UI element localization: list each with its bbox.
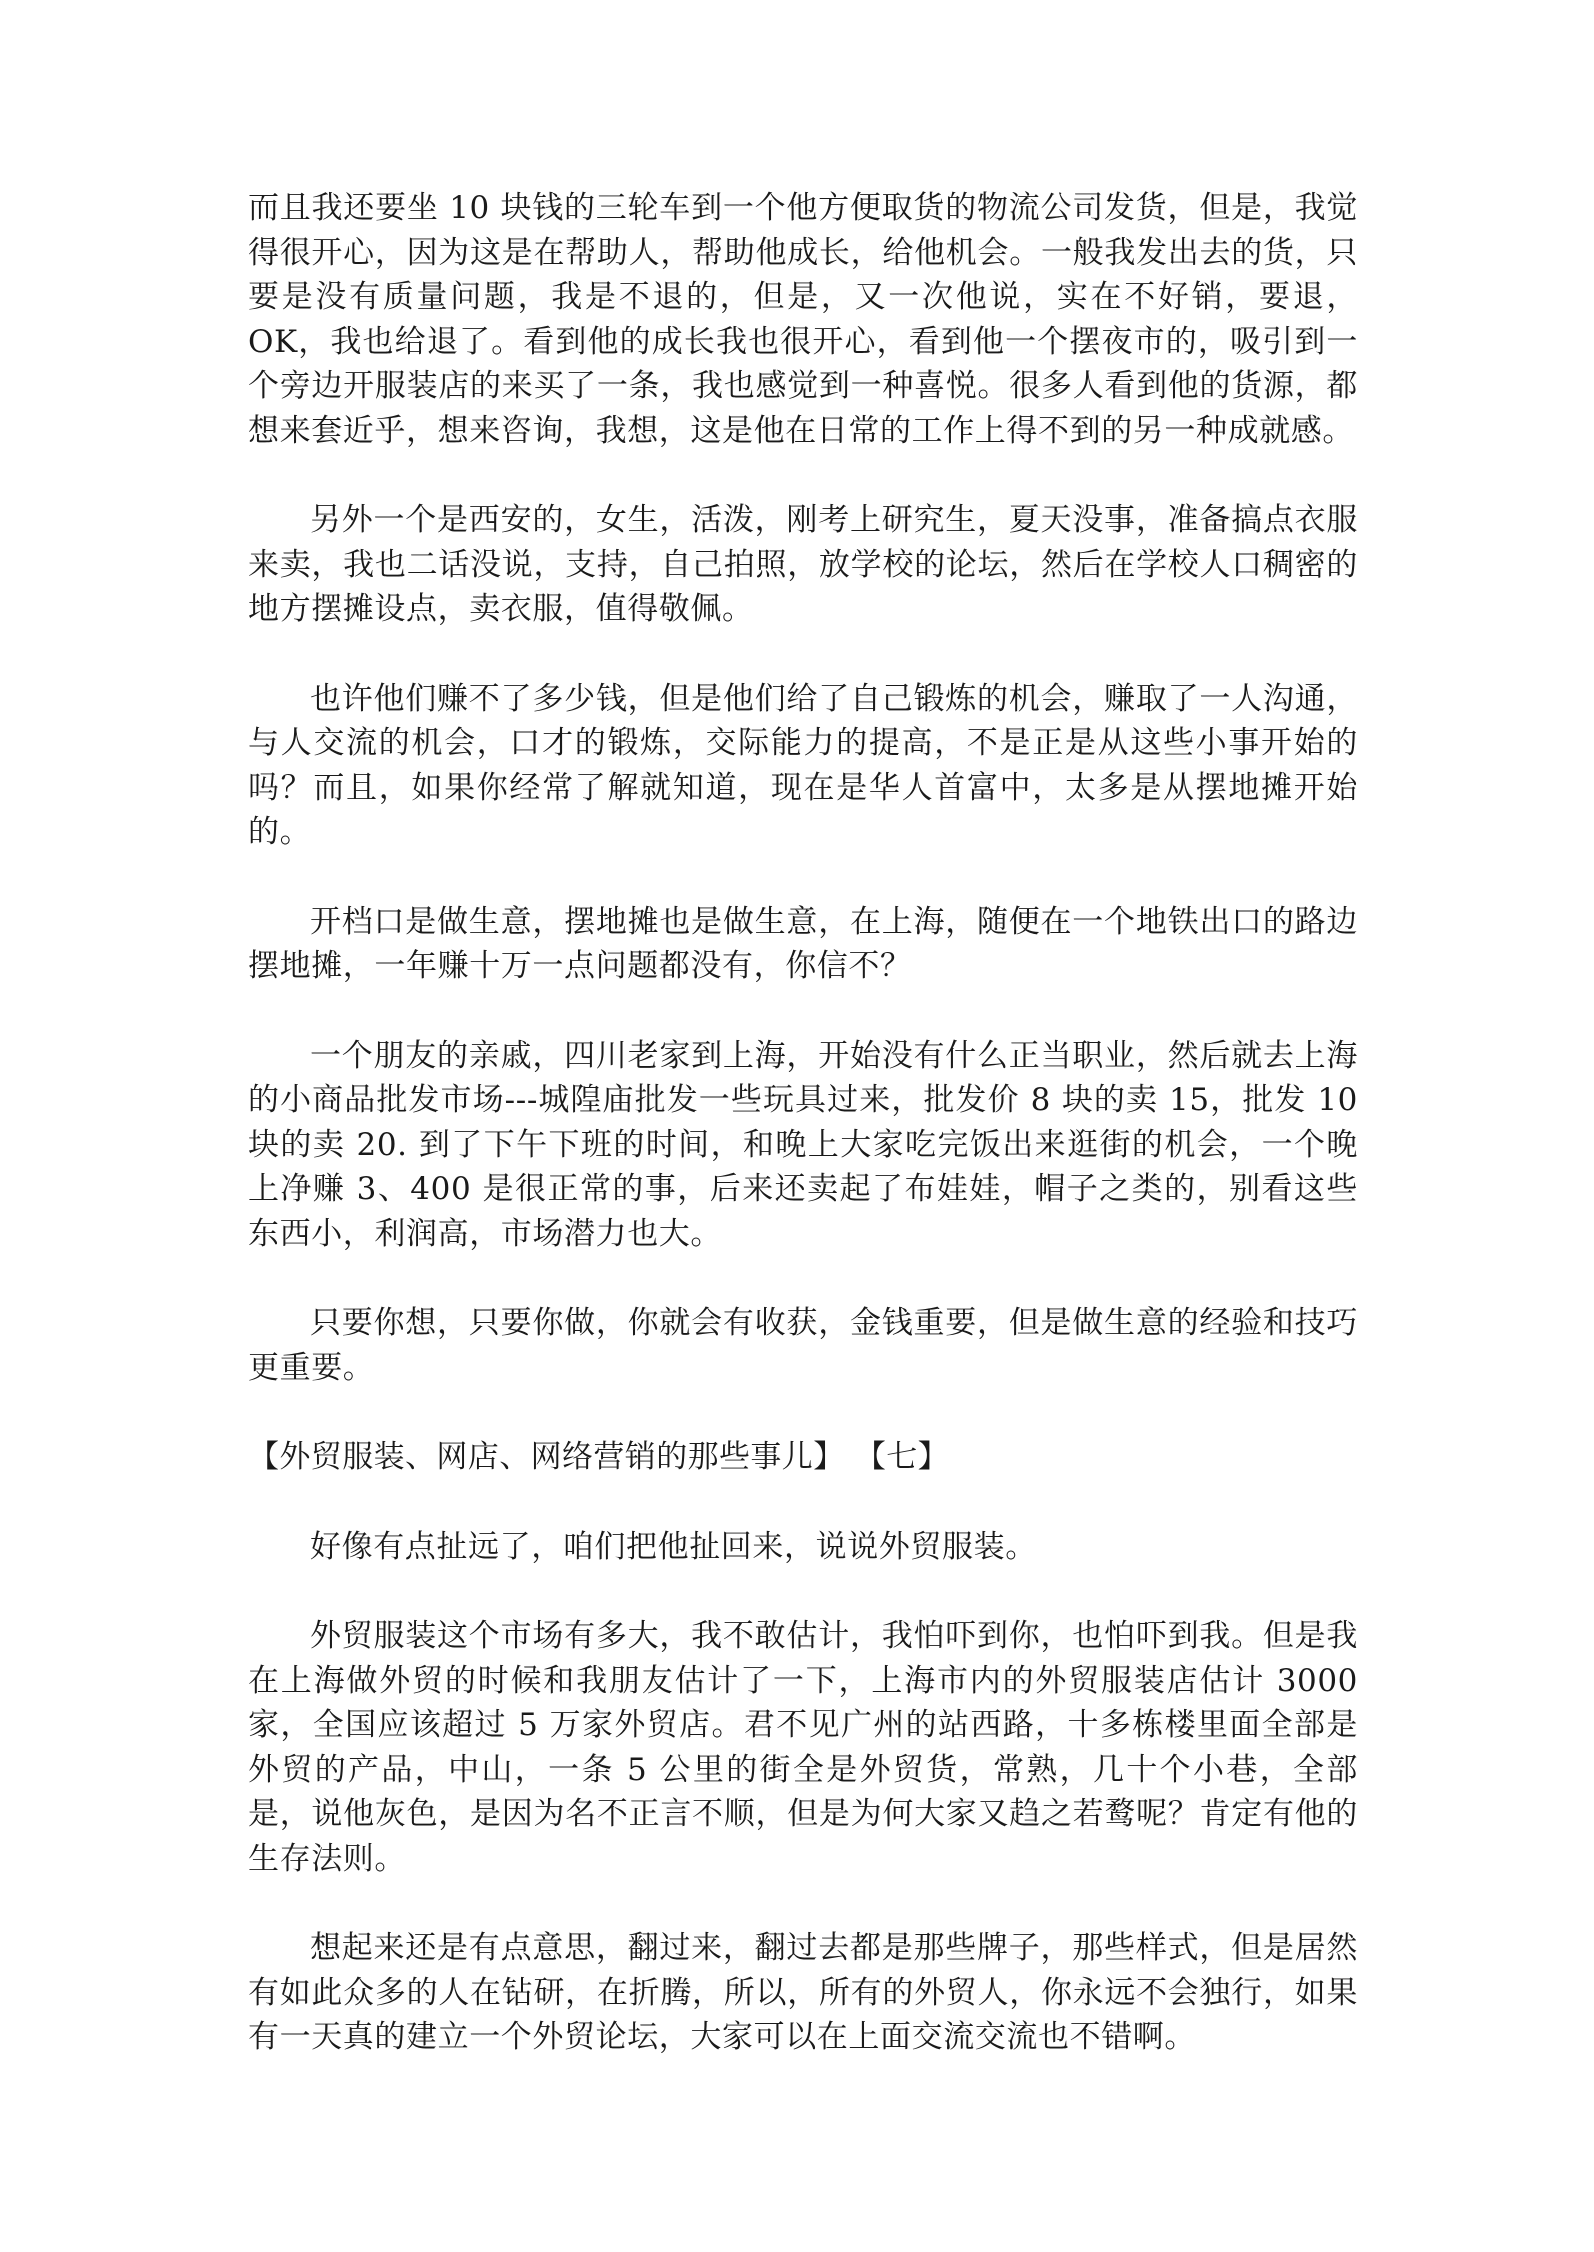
paragraph-1: 而且我还要坐 10 块钱的三轮车到一个他方便取货的物流公司发货，但是，我觉得很开心，因为这是在帮助人，帮助他成长，给他机会。一般我发出去的货，只要是没有质量问题，我是不退的，但是，又一次他说，实在不好销，要退，OK，我也给退了。看到他的成长我也很开心，看到他一个摆夜市的，吸引到一个旁边开服装店的来买了一条，我也感觉到一种喜悦。很多人看到他的货源，都想来套近乎，想来咨询，我想，这是他在日常的工作上得不到的另一种成就感。 <box>248 190 1358 449</box>
paragraph-7: 好像有点扯远了，咱们把他扯回来，说说外贸服装。 <box>310 1528 1037 1565</box>
paragraph-3: 也许他们赚不了多少钱，但是他们给了自己锻炼的机会，赚取了一人沟通，与人交流的机会，口才的锻炼，交际能力的提高，不是正是从这些小事开始的吗？而且，如果你经常了解就知道，现在是华人首富中，太多是从摆地摊开始的。 <box>248 680 1358 850</box>
paragraph-9: 想起来还是有点意思，翻过来，翻过去都是那些牌子，那些样式，但是居然有如此众多的人在钻研，在折腾，所以，所有的外贸人，你永远不会独行，如果有一天真的建立一个外贸论坛，大家可以在上面交流交流也不错啊。 <box>248 1930 1358 2055</box>
paragraph-5: 一个朋友的亲戚，四川老家到上海，开始没有什么正当职业，然后就去上海的小商品批发市场---城隍庙批发一些玩具过来，批发价 8 块的卖 15，批发 10 块的卖 20. 到了下午下班的时间，和晚上大家吃完饭出来逛街的机会，一个晚上净赚 3、400 是很正常的事，后来还卖起了布娃娃，帽子之类的，别看这些东西小，利润高，市场潜力也大。 <box>248 1037 1358 1252</box>
paragraph-2: 另外一个是西安的，女生，活泼，刚考上研究生，夏天没事，准备搞点衣服来卖，我也二话没说，支持，自己拍照，放学校的论坛，然后在学校人口稠密的地方摆摊设点，卖衣服，值得敬佩。 <box>248 502 1358 627</box>
paragraph-8: 外贸服装这个市场有多大，我不敢估计，我怕吓到你，也怕吓到我。但是我在上海做外贸的时候和我朋友估计了一下，上海市内的外贸服装店估计 3000 家，全国应该超过 5 万家外贸店。君不见广州的站西路，十多栋楼里面全部是外贸的产品，中山，一条 5 公里的街全是外贸货，常熟，几十个小巷，全部是，说他灰色，是因为名不正言不顺，但是为何大家又趋之若鹜呢？肯定有他的生存法则。 <box>248 1618 1358 1877</box>
paragraph-6: 只要你想，只要你做，你就会有收获，金钱重要，但是做生意的经验和技巧更重要。 <box>248 1305 1358 1386</box>
document-body <box>248 186 1358 2105</box>
paragraph-4: 开档口是做生意，摆地摊也是做生意，在上海，随便在一个地铁出口的路边摆地摊，一年赚十万一点问题都没有，你信不？ <box>248 903 1358 984</box>
section-heading: 【外贸服装、网店、网络营销的那些事儿】 【七】 <box>248 1439 950 1475</box>
